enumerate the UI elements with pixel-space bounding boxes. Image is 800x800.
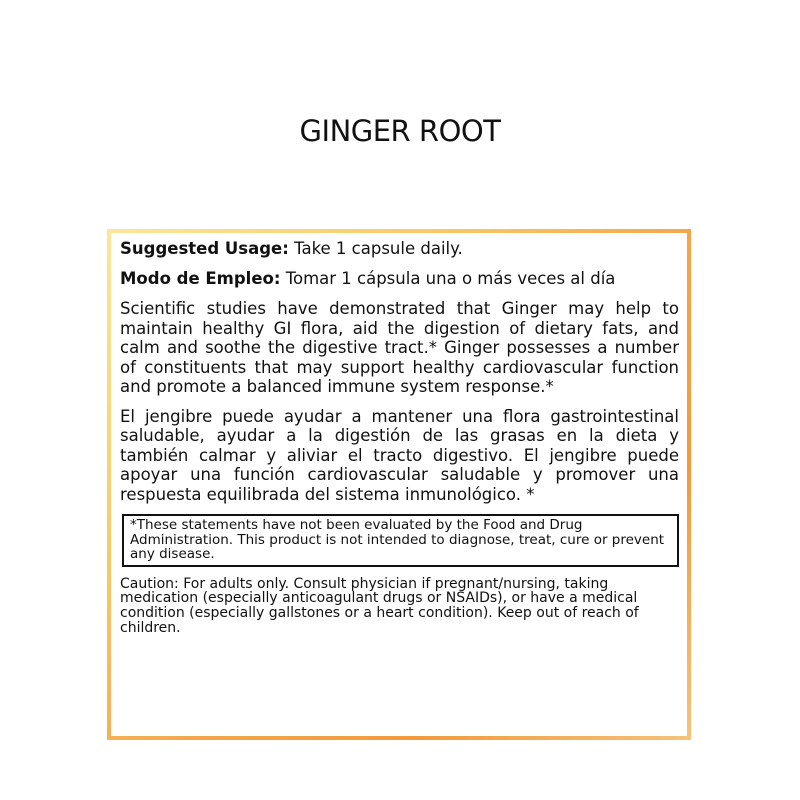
- label-panel: [107, 229, 691, 740]
- fda-disclaimer: *These statements have not been evaluated by the Food and Drug Administration. This product is not intended to diagnose, treat, cure or prevent any disease.: [122, 514, 679, 567]
- modo-de-empleo-label: Modo de Empleo:: [120, 269, 281, 288]
- label-content: [111, 233, 687, 736]
- description-spanish: El jengibre puede ayudar a mantener una flora gastrointestinal saludable, ayudar a la digestión de las grasas en la dieta y también calmar y aliviar el tracto digestivo. El jengibre puede apoyar una función cardiovascular saludable y promover una respuesta equilibrada del sistema inmunológico. *: [120, 406, 679, 504]
- description-english: Scientific studies have demonstrated that Ginger may help to maintain healthy GI flora, aid the digestion of dietary fats, and calm and soothe the digestive tract.* Ginger possesses a number of constituents that may support healthy cardiovascular function and promote a balanced immune system response.*: [120, 299, 679, 396]
- suggested-usage: [120, 239, 679, 259]
- modo-de-empleo-text: Tomar 1 cápsula una o más veces al día: [285, 269, 616, 288]
- modo-de-empleo: [120, 269, 679, 289]
- suggested-usage-text: Take 1 capsule daily.: [294, 239, 463, 258]
- caution-text: Caution: For adults only. Consult physician if pregnant/nursing, taking medication (especially anticoagulant drugs or NSAIDs), or have a medical condition (especially gallstones or a heart condition). Keep out of reach of children.: [120, 575, 639, 636]
- product-title: GINGER ROOT: [299, 114, 501, 148]
- suggested-usage-label: Suggested Usage:: [120, 239, 289, 258]
